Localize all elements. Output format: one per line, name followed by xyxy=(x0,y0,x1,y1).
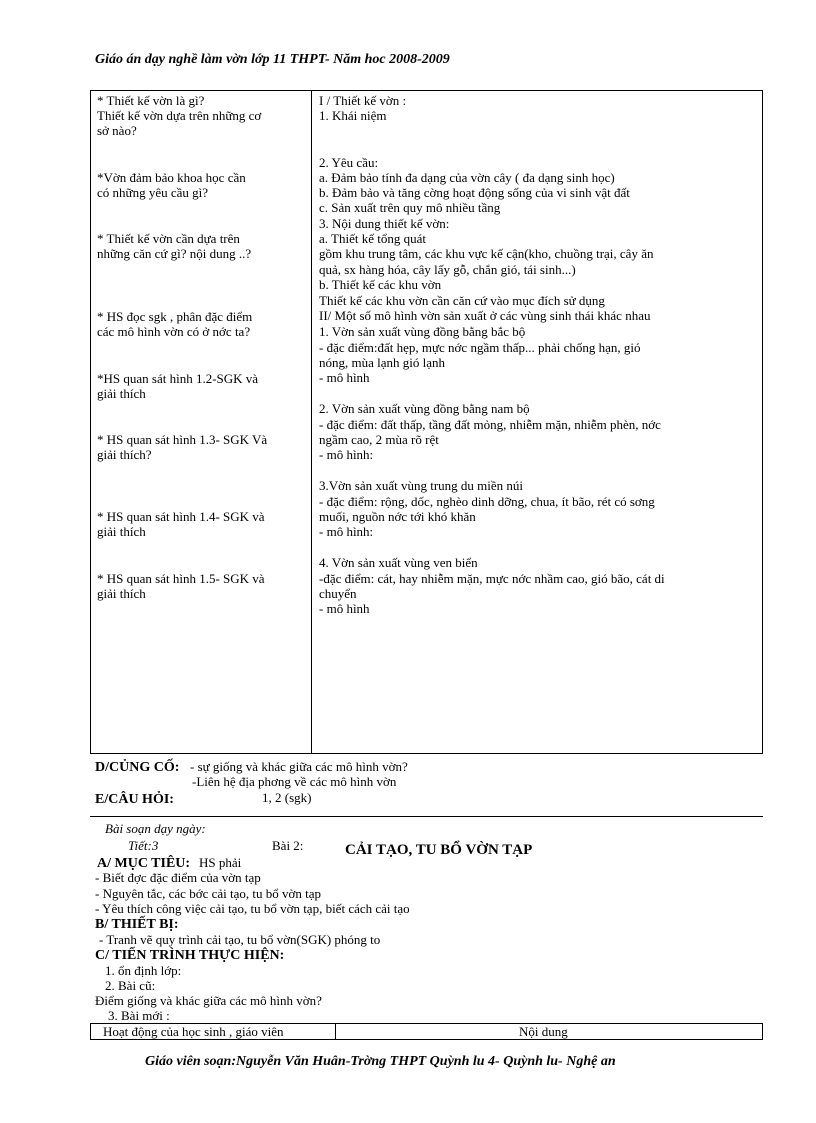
left-text-line: sở nào? xyxy=(97,123,137,138)
right-text-line: - đặc điểm: rộng, dốc, nghèo dinh dỡng, chua, ít bão, rét có sơng xyxy=(319,494,655,509)
right-text-line: a. Thiết kế tổng quát xyxy=(319,231,426,246)
activity-table-divider xyxy=(335,1023,336,1040)
left-text-line: có những yêu cầu gì? xyxy=(97,185,209,200)
right-text-line: chuyển xyxy=(319,586,357,601)
left-text-line: giải thích? xyxy=(97,447,152,462)
page-header: Giáo án dạy nghề làm vờn lớp 11 THPT- Năm hoc 2008-2009 xyxy=(95,52,450,67)
right-text-line: - mô hình: xyxy=(319,524,374,539)
lesson-title: CẢI TẠO, TU BỔ VỜN TẠP xyxy=(345,842,533,858)
left-text-line: * HS quan sát hình 1.4- SGK và xyxy=(97,509,265,524)
tien-trinh-item: 2. Bài cũ: xyxy=(105,978,156,993)
left-text-line: Thiết kế vờn dựa trên những cơ xyxy=(97,108,262,123)
right-text-line: Thiết kế các khu vờn cần căn cứ vào mục đích sử dụng xyxy=(319,293,605,308)
muc-tieu-item: - Biết đợc đặc điểm của vờn tạp xyxy=(95,870,261,885)
right-text-line: c. Sản xuất trên quy mô nhiều tầng xyxy=(319,200,501,215)
left-text-line: giải thích xyxy=(97,586,146,601)
right-text-line: II/ Một số mô hình vờn sản xuất ở các vùng sinh thái khác nhau xyxy=(319,308,651,323)
right-text-line: -đặc điểm: cát, hay nhiễm mặn, mực nớc nhầm cao, gió bão, cát di xyxy=(319,571,665,586)
left-text-line: các mô hình vờn có ở nớc ta? xyxy=(97,324,251,339)
left-text-line: *Vờn đảm bảo khoa học cần xyxy=(97,170,246,185)
page-footer: Giáo viên soạn:Nguyễn Văn Huân-Trờng THPT Quỳnh lu 4- Quỳnh lu- Nghệ an xyxy=(145,1054,616,1069)
lesson-number: Bài 2: xyxy=(272,838,304,853)
right-text-line: gồm khu trung tâm, các khu vực kế cận(kho, chuồng trại, cây ăn xyxy=(319,246,654,261)
muc-tieu-item: - Nguyên tắc, các bớc cải tạo, tu bổ vờn tạp xyxy=(95,886,321,901)
muc-tieu-sub: HS phải xyxy=(199,855,242,870)
right-text-line: muối, nguồn nớc tới khó khăn xyxy=(319,509,476,524)
section-divider xyxy=(90,816,763,817)
thiet-bi-item: - Tranh vẽ quy trình cải tạo, tu bổ vờn(SGK) phóng to xyxy=(99,932,381,947)
right-text-line: a. Đảm bảo tính đa dạng của vờn cây ( đa dạng sinh học) xyxy=(319,170,615,185)
right-text-line: 2. Yêu cầu: xyxy=(319,155,379,170)
cung-co-heading: D/CỦNG CỐ: xyxy=(95,760,180,775)
right-text-line: nóng, mùa lạnh gió lạnh xyxy=(319,355,446,370)
right-text-line: 1. Khái niệm xyxy=(319,108,387,123)
left-text-line: giải thích xyxy=(97,386,146,401)
lesson-date: Bài soạn dạy ngày: xyxy=(105,821,206,836)
muc-tieu-item: - Yêu thích công việc cải tạo, tu bổ vờn tạp, biết cách cải tạo xyxy=(95,901,410,916)
cau-hoi-text: 1, 2 (sgk) xyxy=(262,790,312,805)
tien-trinh-item: Điểm giống và khác giữa các mô hình vờn? xyxy=(95,993,322,1008)
content-column-header: Nội dung xyxy=(519,1024,568,1039)
activity-column-header: Hoạt động của học sinh , giáo viên xyxy=(103,1024,284,1039)
right-text-line: ngầm cao, 2 mùa rõ rệt xyxy=(319,432,439,447)
right-text-line: 4. Vờn sản xuất vùng ven biển xyxy=(319,555,478,570)
left-text-line: *HS quan sát hình 1.2-SGK và xyxy=(97,371,259,386)
tien-trinh-heading: C/ TIẾN TRÌNH THỰC HIỆN: xyxy=(95,948,285,963)
right-text-line: b. Đảm bảo và tăng cờng hoạt động sống của vi sinh vật đất xyxy=(319,185,630,200)
right-text-line: - đặc điểm:đất hẹp, mực nớc ngầm thấp... phải chống hạn, gió xyxy=(319,340,641,355)
left-text-line: * HS quan sát hình 1.3- SGK Và xyxy=(97,432,268,447)
right-text-line: b. Thiết kế các khu vờn xyxy=(319,277,442,292)
right-text-line: 2. Vờn sản xuất vùng đồng bằng nam bộ xyxy=(319,401,530,416)
right-text-line: 1. Vờn sản xuất vùng đồng bằng bắc bộ xyxy=(319,324,526,339)
left-text-line: giải thích xyxy=(97,524,146,539)
right-text-line: - mô hình xyxy=(319,601,370,616)
left-text-line: * HS đọc sgk , phân đặc điểm xyxy=(97,309,253,324)
right-text-line: 3.Vờn sản xuất vùng trung du miền núi xyxy=(319,478,524,493)
left-text-line: những căn cứ gì? nội dung ..? xyxy=(97,246,252,261)
right-text-line: 3. Nội dung thiết kế vờn: xyxy=(319,216,450,231)
right-text-line: - đặc điểm: đất thấp, tầng đất mỏng, nhiễm mặn, nhiễm phèn, nớc xyxy=(319,417,661,432)
left-text-line: * Thiết kế vờn cần dựa trên xyxy=(97,231,240,246)
left-text-line: * HS quan sát hình 1.5- SGK và xyxy=(97,571,265,586)
right-text-line: - mô hình xyxy=(319,370,370,385)
thiet-bi-heading: B/ THIẾT BỊ: xyxy=(95,917,179,932)
tien-trinh-item: 1. ổn định lớp: xyxy=(105,963,182,978)
cau-hoi-heading: E/CÂU HỎI: xyxy=(95,792,174,807)
right-text-line: - mô hình: xyxy=(319,447,374,462)
lesson-period: Tiết:3 xyxy=(128,838,159,853)
right-text-line: quả, sx hàng hóa, cây lấy gỗ, chắn gió, tái sinh...) xyxy=(319,262,576,277)
cung-co-line: - sự giống và khác giữa các mô hình vờn? xyxy=(190,759,408,774)
muc-tieu-heading: A/ MỤC TIÊU: xyxy=(97,856,191,871)
cung-co-line: -Liên hệ địa phơng về các mô hình vờn xyxy=(192,774,397,789)
tien-trinh-item: 3. Bài mới : xyxy=(108,1008,170,1023)
left-text-line: * Thiết kế vờn là gì? xyxy=(97,93,205,108)
right-text-line: I / Thiết kế vờn : xyxy=(319,93,407,108)
table-column-divider xyxy=(311,90,312,754)
